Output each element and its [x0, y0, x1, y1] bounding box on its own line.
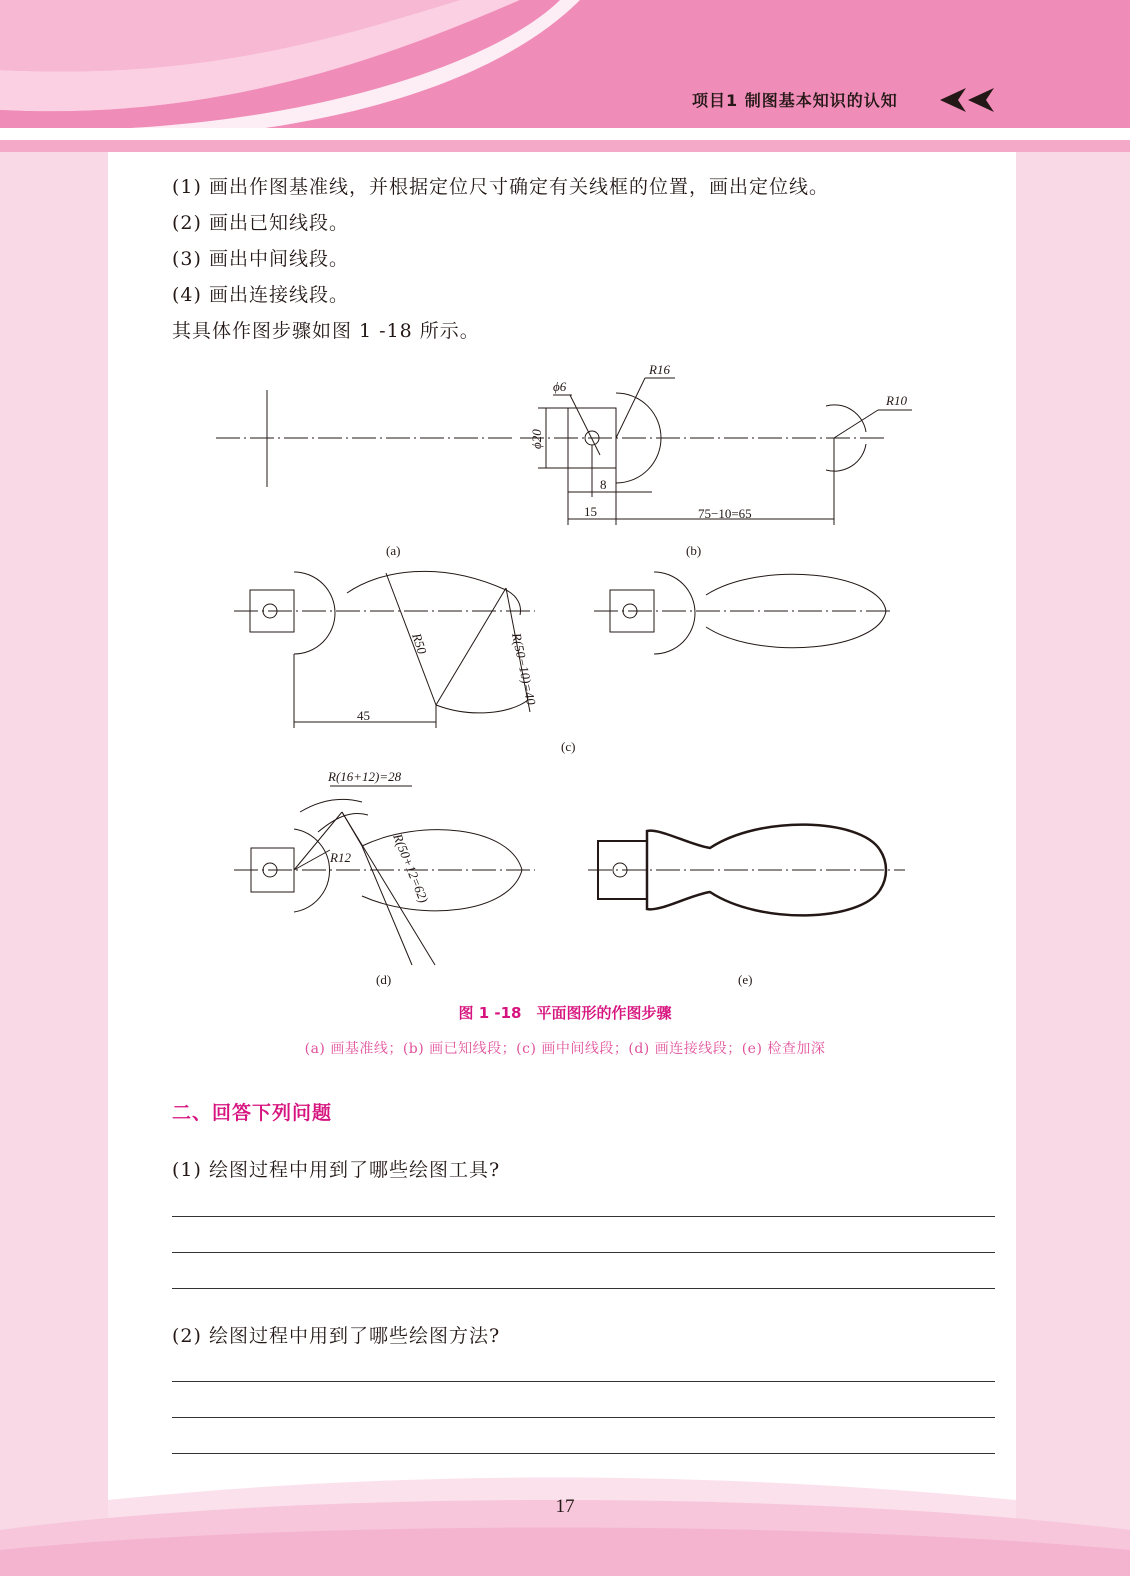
step-2: (2) 画出已知线段。 [172, 212, 349, 234]
answer-line[interactable] [172, 1381, 995, 1382]
panel-a-label: (a) [386, 543, 401, 558]
question-1: (1) 绘图过程中用到了哪些绘图工具? [172, 1159, 501, 1181]
panel-c-right-drawing [594, 572, 890, 654]
panel-d-drawing [234, 786, 535, 965]
dim-45: 45 [357, 708, 370, 723]
dim-r28: R(16+12)=28 [328, 769, 402, 784]
dim-r50: R50 [409, 631, 430, 656]
page-number: 17 [555, 1496, 575, 1517]
dim-r62: R(50+12=62) [390, 831, 432, 905]
section-heading: 二、回答下列问题 [172, 1102, 333, 1124]
answer-line[interactable] [172, 1453, 995, 1454]
panel-c-left-drawing [234, 571, 535, 728]
panel-b-label: (b) [686, 543, 702, 558]
panel-e-label: (e) [738, 972, 753, 987]
panel-a-drawing [216, 390, 515, 487]
panel-d-label: (d) [376, 972, 392, 987]
answer-line[interactable] [172, 1417, 995, 1418]
panel-c-label: (c) [561, 739, 576, 754]
dim-r12: R12 [330, 850, 351, 865]
dim-8: 8 [600, 477, 607, 492]
dim-r16: R16 [649, 362, 670, 377]
question-2: (2) 绘图过程中用到了哪些绘图方法? [172, 1325, 501, 1347]
dim-65: 75−10=65 [698, 506, 752, 521]
figure-reference: 其具体作图步骤如图 1 -18 所示。 [172, 320, 480, 342]
dim-phi6: ϕ6 [553, 379, 567, 394]
answer-line[interactable] [172, 1216, 995, 1217]
dim-15: 15 [584, 504, 597, 519]
panel-b-drawing [520, 378, 912, 525]
answer-line[interactable] [172, 1252, 995, 1253]
step-3: (3) 画出中间线段。 [172, 248, 349, 270]
answer-line[interactable] [172, 1288, 995, 1289]
header-title: 项目1 制图基本知识的认知 [692, 91, 898, 110]
dim-r10: R10 [886, 393, 907, 408]
figure-subcaption: (a) 画基准线；(b) 画已知线段；(c) 画中间线段；(d) 画连接线段；(e) 检查加深 [304, 1041, 826, 1057]
step-4: (4) 画出连接线段。 [172, 284, 349, 306]
panel-e-drawing [588, 825, 905, 916]
dim-r40: R(50−10)=40 [509, 631, 539, 707]
footer-wave [0, 1470, 1130, 1576]
figure-caption: 图 1 -18 平面图形的作图步骤 [458, 1004, 672, 1022]
step-1: (1) 画出作图基准线，并根据定位尺寸确定有关线框的位置，画出定位线。 [172, 176, 829, 198]
dim-phi20: ϕ20 [529, 429, 544, 449]
